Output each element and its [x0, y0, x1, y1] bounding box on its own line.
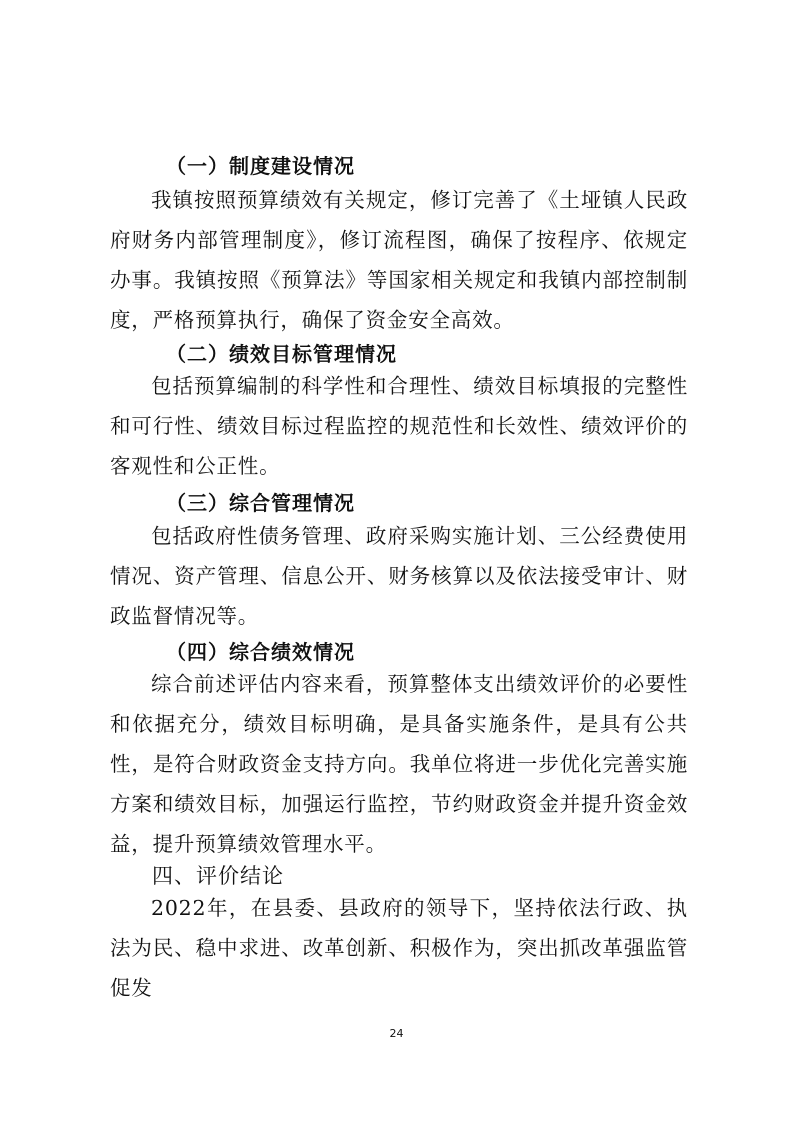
section-heading-3: （三）综合管理情况 [166, 491, 355, 515]
section-paragraph-5: 2022年，在县委、县政府的领导下，坚持依法行政、执法为民、稳中求进、改革创新、积极作为，突出抓改革强监管促发 [110, 896, 688, 1000]
section-heading-4: （四）综合绩效情况 [166, 640, 355, 664]
section-heading-5: 四、评价结论 [152, 864, 284, 888]
section-paragraph-1: 我镇按照预算绩效有关规定，修订完善了《土垭镇人民政府财务内部管理制度》，修订流程图，确保了按程序、依规定办事。我镇按照《预算法》等国家相关规定和我镇内部控制制度，严格预算执行，确保了资金安全高效。 [110, 188, 688, 332]
section-heading-2: （二）绩效目标管理情况 [166, 342, 397, 366]
page-number: 24 [389, 1027, 404, 1040]
section-paragraph-4: 综合前述评估内容来看，预算整体支出绩效评价的必要性和依据充分，绩效目标明确，是具备实施条件，是具有公共性，是符合财政资金支持方向。我单位将进一步优化完善实施方案和绩效目标，加强运行监控，节约财政资金并提升资金效益，提升预算绩效管理水平。 [110, 672, 688, 856]
section-paragraph-2: 包括预算编制的科学性和合理性、绩效目标填报的完整性和可行性、绩效目标过程监控的规范性和长效性、绩效评价的客观性和公正性。 [110, 374, 688, 478]
section-heading-1: （一）制度建设情况 [166, 154, 355, 178]
section-paragraph-3: 包括政府性债务管理、政府采购实施计划、三公经费使用情况、资产管理、信息公开、财务核算以及依法接受审计、财政监督情况等。 [110, 524, 688, 628]
